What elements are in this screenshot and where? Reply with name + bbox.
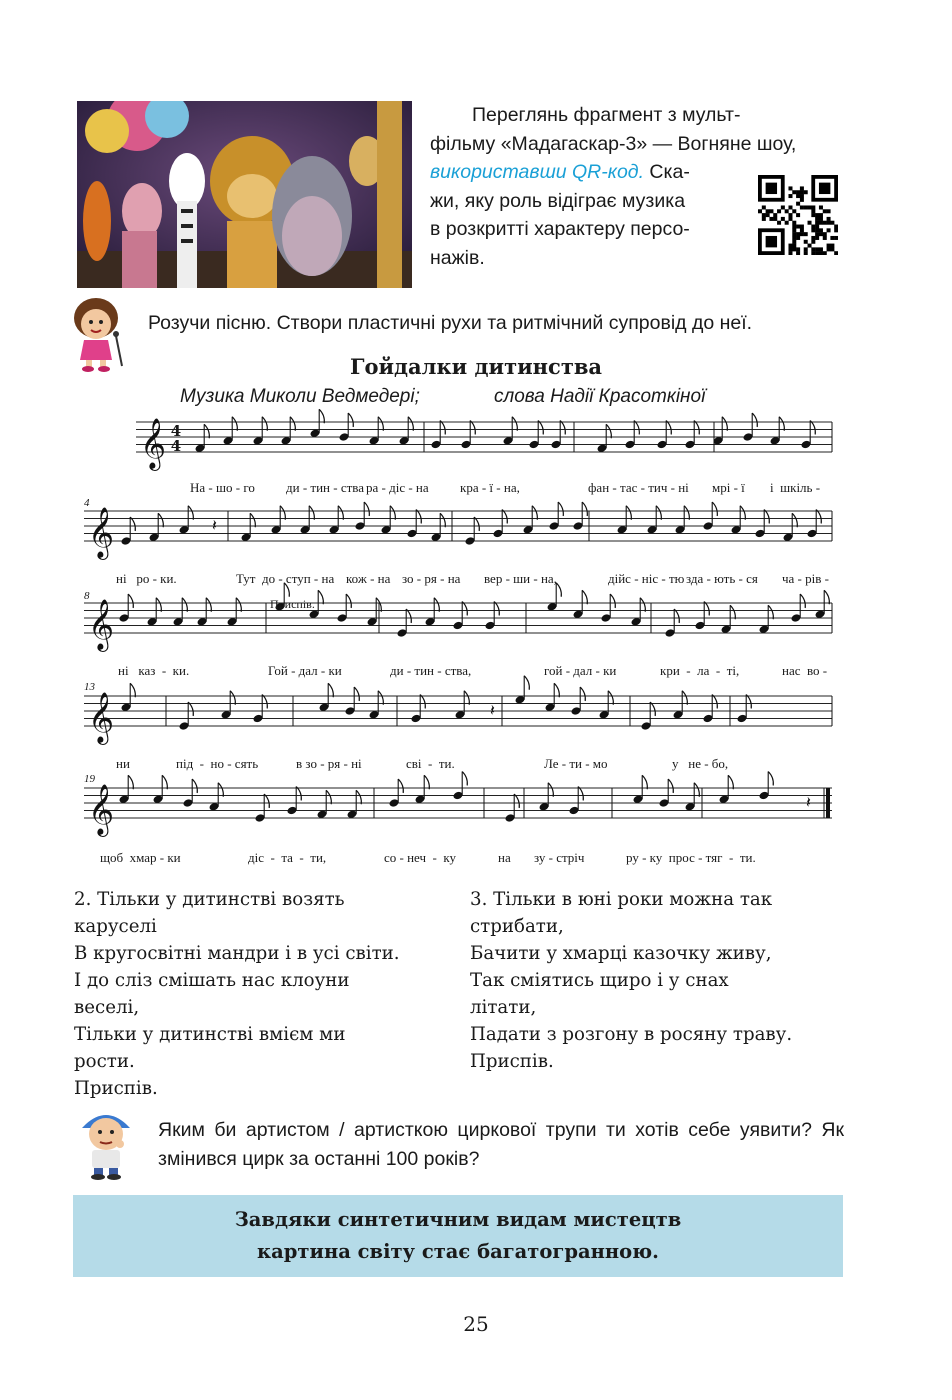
intro-line-4: жи, яку роль відіграє музика xyxy=(430,189,686,212)
cartoon-image xyxy=(77,101,412,288)
lyric-syllable: сві - ти. xyxy=(406,756,455,771)
page-number: 25 xyxy=(463,1312,489,1336)
time-signature-bottom: 4 xyxy=(170,437,182,455)
lyric-syllable: зо - ря - на xyxy=(402,571,461,586)
measure-number: 4 xyxy=(84,497,90,509)
sheet-music xyxy=(0,400,952,880)
lyric-syllable: кра - ї - на, xyxy=(460,480,520,495)
measure-number: 8 xyxy=(84,590,90,602)
lyric-syllable: вер - ши - на, xyxy=(484,571,557,586)
song-title: Гойдалки дитинства xyxy=(349,354,603,379)
verse-line: 3. Тільки в юні роки можна так xyxy=(470,889,773,910)
rest-icon: 𝄽 xyxy=(806,794,811,812)
lyric-syllable: діс - та - ти, xyxy=(248,850,327,865)
lyric-syllable: мрі - ї xyxy=(712,480,745,495)
lyric-syllable: зда - ють - ся xyxy=(686,571,758,586)
verse-3 xyxy=(470,886,792,1075)
intro-line-2: фільму «Мадагаскар-3» — Вогняне шоу, xyxy=(430,132,797,155)
time-signature xyxy=(170,424,182,454)
lyric-syllable: і шкіль - xyxy=(770,480,821,495)
treble-clef-icon: 𝄞 xyxy=(88,507,115,558)
qr-link-text[interactable]: використавши QR-код. xyxy=(430,161,645,183)
qr-code-icon[interactable] xyxy=(758,175,838,255)
verse-line: Приспів. xyxy=(74,1078,158,1099)
music-credit: Музика Миколи Ведмедері; xyxy=(180,386,420,407)
lyric-syllable: ні ро - ки. xyxy=(116,571,177,586)
lyric-syllable: фан - тас - тич - ні xyxy=(588,480,689,495)
words-credit: слова Надії Красоткіної xyxy=(494,386,706,407)
verse-line: Так сміятись щиро і у снах xyxy=(470,970,729,991)
verse-line: Тільки у дитинстві вмієм ми xyxy=(74,1024,346,1045)
measure-number: 19 xyxy=(84,773,95,785)
chorus-label: Приспів. xyxy=(270,597,315,611)
lyric-syllable: ни xyxy=(116,756,130,771)
summary-banner xyxy=(73,1195,843,1277)
lyric-syllable: гой - дал - ки xyxy=(544,663,617,678)
lyric-syllable: ча - рів - xyxy=(782,571,829,586)
question-text: Яким би артистом / артисткою циркової трупи ти хотів себе уявити? Як змінився цирк за останні 100 років? xyxy=(158,1119,844,1170)
staff xyxy=(84,676,832,745)
verse-line: Бачити у хмарці казочку живу, xyxy=(470,943,772,964)
boy-thinking-icon xyxy=(78,1106,134,1180)
lyric-syllable: ру - ку прос - тяг - ти. xyxy=(626,850,756,865)
lyric-syllable: кож - на xyxy=(346,571,391,586)
rest-icon: 𝄽 xyxy=(212,517,217,535)
verse-line: стрибати, xyxy=(470,916,564,937)
time-signature-top: 4 xyxy=(170,422,182,440)
treble-clef-icon: 𝄞 xyxy=(88,599,115,650)
verse-line: 2. Тільки у дитинстві возять xyxy=(74,889,345,910)
lyric-syllable: у не - бо, xyxy=(672,756,729,771)
banner-line-1: Завдяки синтетичним видам мистецтв xyxy=(234,1208,682,1231)
staff xyxy=(84,772,832,838)
rest-icon: 𝄽 xyxy=(490,702,495,720)
lyric-syllable: Тут до - ступ - на xyxy=(236,571,335,586)
lyric-syllable: ди - тин - ства, xyxy=(390,663,472,678)
lyric-syllable: на xyxy=(498,850,511,865)
verse-line: літати, xyxy=(470,997,537,1018)
lyric-syllable: зу - стріч xyxy=(534,850,585,865)
lyric-syllable: На - шо - го xyxy=(190,480,255,495)
verse-line: рости. xyxy=(74,1051,135,1072)
intro-line-6: нажів. xyxy=(430,246,485,269)
lyric-syllable: ди - тин - ства xyxy=(286,480,365,495)
lyric-syllable: ні каз - ки. xyxy=(118,663,190,678)
intro-line-3-rest: Ска- xyxy=(644,161,690,183)
lyric-syllable: ра - діс - на xyxy=(366,480,429,495)
lyric-syllable: під - но - сять xyxy=(176,756,259,771)
lyric-syllable: щоб хмар - ки xyxy=(100,850,181,865)
lyric-syllable: дійс - ніс - тю xyxy=(608,571,685,586)
treble-clef-icon: 𝄞 xyxy=(88,692,115,743)
verse-line: В кругосвітні мандри і в усі світи. xyxy=(74,943,400,964)
lyric-syllable: в зо - ря - ні xyxy=(296,756,362,771)
intro-line-1: Переглянь фрагмент з мульт- xyxy=(472,104,741,126)
intro-line-3 xyxy=(430,158,730,187)
banner-line-2: картина світу стає багатогранною. xyxy=(257,1240,659,1263)
treble-clef-icon: 𝄞 xyxy=(140,418,167,469)
verse-line: веселі, xyxy=(74,997,140,1018)
staff xyxy=(136,409,832,471)
verse-line: Падати з розгону в росяну траву. xyxy=(470,1024,793,1045)
intro-line-5: в розкритті характеру персо- xyxy=(430,218,690,240)
treble-clef-icon: 𝄞 xyxy=(88,784,115,835)
lyric-syllable: со - неч - ку xyxy=(384,850,457,865)
lyric-syllable: Гой - дал - ки xyxy=(268,663,342,678)
staff xyxy=(84,502,832,560)
verse-line: Приспів. xyxy=(470,1051,554,1072)
staff xyxy=(84,583,832,652)
measure-number: 13 xyxy=(84,681,95,693)
verse-line: І до сліз смішать нас клоуни xyxy=(74,970,350,991)
task-text: Розучи пісню. Створи пластичні рухи та ритмічний супровід до неї. xyxy=(148,312,753,334)
verse-line: каруселі xyxy=(74,916,157,937)
verse-2 xyxy=(74,886,400,1102)
lyric-syllable: Ле - ти - мо xyxy=(544,756,608,771)
lyric-syllable: нас во - xyxy=(782,663,828,678)
lyric-syllable: кри - ла - ті, xyxy=(660,663,740,678)
